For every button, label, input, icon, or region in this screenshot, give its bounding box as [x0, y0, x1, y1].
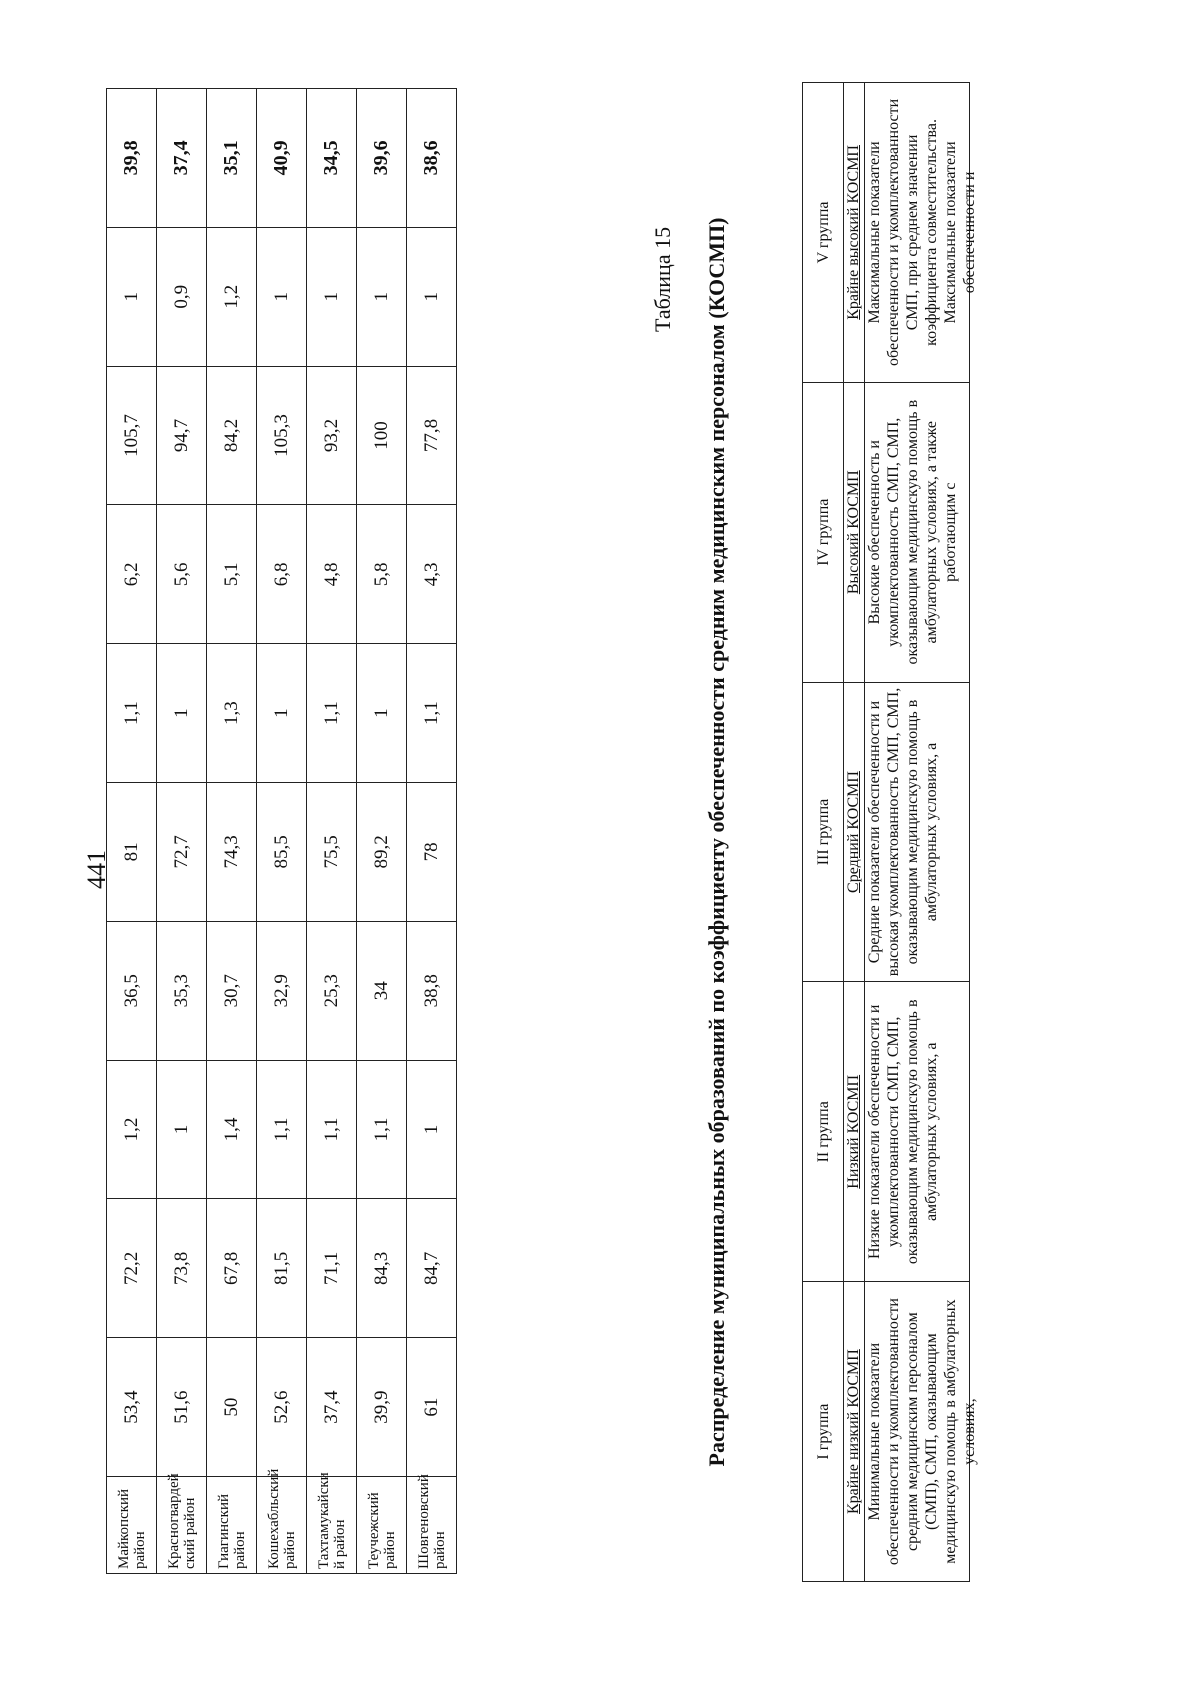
district-name: Кошехабльский район	[257, 1477, 307, 1574]
table-cell: 37,4	[307, 1338, 357, 1477]
district-name: Майкопский район	[107, 1477, 157, 1574]
table-cell: 52,6	[257, 1338, 307, 1477]
table-row	[257, 89, 307, 1574]
table-cell: 81,5	[257, 1199, 307, 1338]
table-cell: 75,5	[307, 783, 357, 922]
district-name: Теучежский район	[357, 1477, 407, 1574]
table-cell: 1	[357, 644, 407, 783]
table-cell: 67,8	[207, 1199, 257, 1338]
table-cell: 94,7	[157, 366, 207, 505]
table-cell: 6,8	[257, 505, 307, 644]
table-cell: 1	[257, 227, 307, 366]
table-cell: 5,1	[207, 505, 257, 644]
table-cell: 73,8	[157, 1199, 207, 1338]
table-cell: 38,6	[407, 89, 457, 228]
table-cell: 35,1	[207, 89, 257, 228]
table-row	[157, 89, 207, 1574]
table-cell: 81	[107, 783, 157, 922]
table-cell: 84,3	[357, 1199, 407, 1338]
table-cell: 35,3	[157, 921, 207, 1060]
table-cell: 74,3	[207, 783, 257, 922]
table-cell: 1,1	[257, 1060, 307, 1199]
table-cell: 100	[357, 366, 407, 505]
table-cell: 72,7	[157, 783, 207, 922]
table-cell: 77,8	[407, 366, 457, 505]
table-cell: 1	[157, 644, 207, 783]
table-row	[207, 89, 257, 1574]
table-cell: 39,9	[357, 1338, 407, 1477]
table-cell: 1,1	[307, 644, 357, 783]
table-cell: 1,1	[357, 1060, 407, 1199]
table-cell: 1,1	[407, 644, 457, 783]
table-cell: 78	[407, 783, 457, 922]
table-cell: 1,2	[207, 227, 257, 366]
table-cell: 84,7	[407, 1199, 457, 1338]
group-description-row	[865, 83, 970, 1582]
table-cell: 39,8	[107, 89, 157, 228]
group-table	[802, 82, 978, 1582]
page-number: 441	[82, 850, 111, 889]
group-description: Минимальные показатели обеспеченности и укомплектованности средним медицинским персоналом (СМП), СМП, оказывающим медицинскую помощь в амбулаторных условиях,	[866, 1298, 978, 1566]
table-cell: 84,2	[207, 366, 257, 505]
table-cell: 5,8	[357, 505, 407, 644]
table-cell: 1	[407, 1060, 457, 1199]
group-title: II группа	[803, 982, 844, 1282]
group-description: Максимальные показатели обеспеченности и укомплектованности СМП, при среднем значении коэффициента совместительства. Максимальные показатели обеспеченности и	[866, 98, 978, 366]
group-title-row	[803, 83, 844, 1582]
group-level: Низкий КОСМП	[844, 982, 865, 1282]
table-cell: 4,3	[407, 505, 457, 644]
table-cell: 51,6	[157, 1338, 207, 1477]
district-name: Красногвардей ский район	[157, 1477, 207, 1574]
table-cell: 105,7	[107, 366, 157, 505]
table-caption: Таблица 15	[650, 226, 675, 332]
district-name: Гиагинский район	[207, 1477, 257, 1574]
table-cell: 89,2	[357, 783, 407, 922]
table-cell: 5,6	[157, 505, 207, 644]
table-cell: 39,6	[357, 89, 407, 228]
table-cell: 50	[207, 1338, 257, 1477]
table-cell: 1,3	[207, 644, 257, 783]
table-cell: 1	[407, 227, 457, 366]
table-cell: 1	[157, 1060, 207, 1199]
table-cell: 61	[407, 1338, 457, 1477]
group-level-row	[844, 83, 865, 1582]
group-description: Высокие обеспеченность и укомплектованность СМП, СМП, оказывающим медицинскую помощь в амбулаторных условиях, а также работающим с	[866, 399, 959, 665]
data-table	[106, 88, 457, 1574]
group-level: Средний КОСМП	[844, 682, 865, 982]
table-row	[407, 89, 457, 1574]
table-row	[107, 89, 157, 1574]
table-row	[357, 89, 407, 1574]
group-title: III группа	[803, 682, 844, 982]
table-cell: 105,3	[257, 366, 307, 505]
group-title: V группа	[803, 83, 844, 383]
group-description: Средние показатели обеспеченности и высокая укомплектованность СМП, СМП, оказывающим медицинскую помощь в амбулаторных условиях, а	[866, 687, 940, 977]
table-row	[307, 89, 357, 1574]
group-title: I группа	[803, 1282, 844, 1582]
table-cell: 32,9	[257, 921, 307, 1060]
table-cell: 71,1	[307, 1199, 357, 1338]
table-cell: 36,5	[107, 921, 157, 1060]
table-cell: 34,5	[307, 89, 357, 228]
table-cell: 30,7	[207, 921, 257, 1060]
table-cell: 0,9	[157, 227, 207, 366]
group-level: Крайне низкий КОСМП	[844, 1282, 865, 1582]
district-name: Шовгеновский район	[407, 1477, 457, 1574]
table-cell: 93,2	[307, 366, 357, 505]
table-cell: 72,2	[107, 1199, 157, 1338]
group-description: Низкие показатели обеспеченности и укомплектованности СМП, СМП, оказывающим медицинскую помощь в амбулаторных условиях, а	[866, 999, 940, 1265]
group-title: IV группа	[803, 382, 844, 682]
district-name: Тахтамукайски й район	[307, 1477, 357, 1574]
table-cell: 37,4	[157, 89, 207, 228]
table-cell: 4,8	[307, 505, 357, 644]
table-cell: 40,9	[257, 89, 307, 228]
table-cell: 38,8	[407, 921, 457, 1060]
group-level: Высокий КОСМП	[844, 382, 865, 682]
table-heading: Распределение муниципальных образований по коэффициенту обеспеченности средним медицинским персоналом (КОСМП)	[704, 217, 729, 1467]
table-cell: 1	[307, 227, 357, 366]
table-cell: 1,4	[207, 1060, 257, 1199]
table-cell: 53,4	[107, 1338, 157, 1477]
table-cell: 85,5	[257, 783, 307, 922]
group-level: Крайне высокий КОСМП	[844, 83, 865, 383]
table-cell: 25,3	[307, 921, 357, 1060]
table-cell: 34	[357, 921, 407, 1060]
table-cell: 6,2	[107, 505, 157, 644]
table-cell: 1,1	[107, 644, 157, 783]
table-cell: 1	[357, 227, 407, 366]
table-cell: 1	[107, 227, 157, 366]
table-cell: 1,2	[107, 1060, 157, 1199]
table-cell: 1,1	[307, 1060, 357, 1199]
table-cell: 1	[257, 644, 307, 783]
